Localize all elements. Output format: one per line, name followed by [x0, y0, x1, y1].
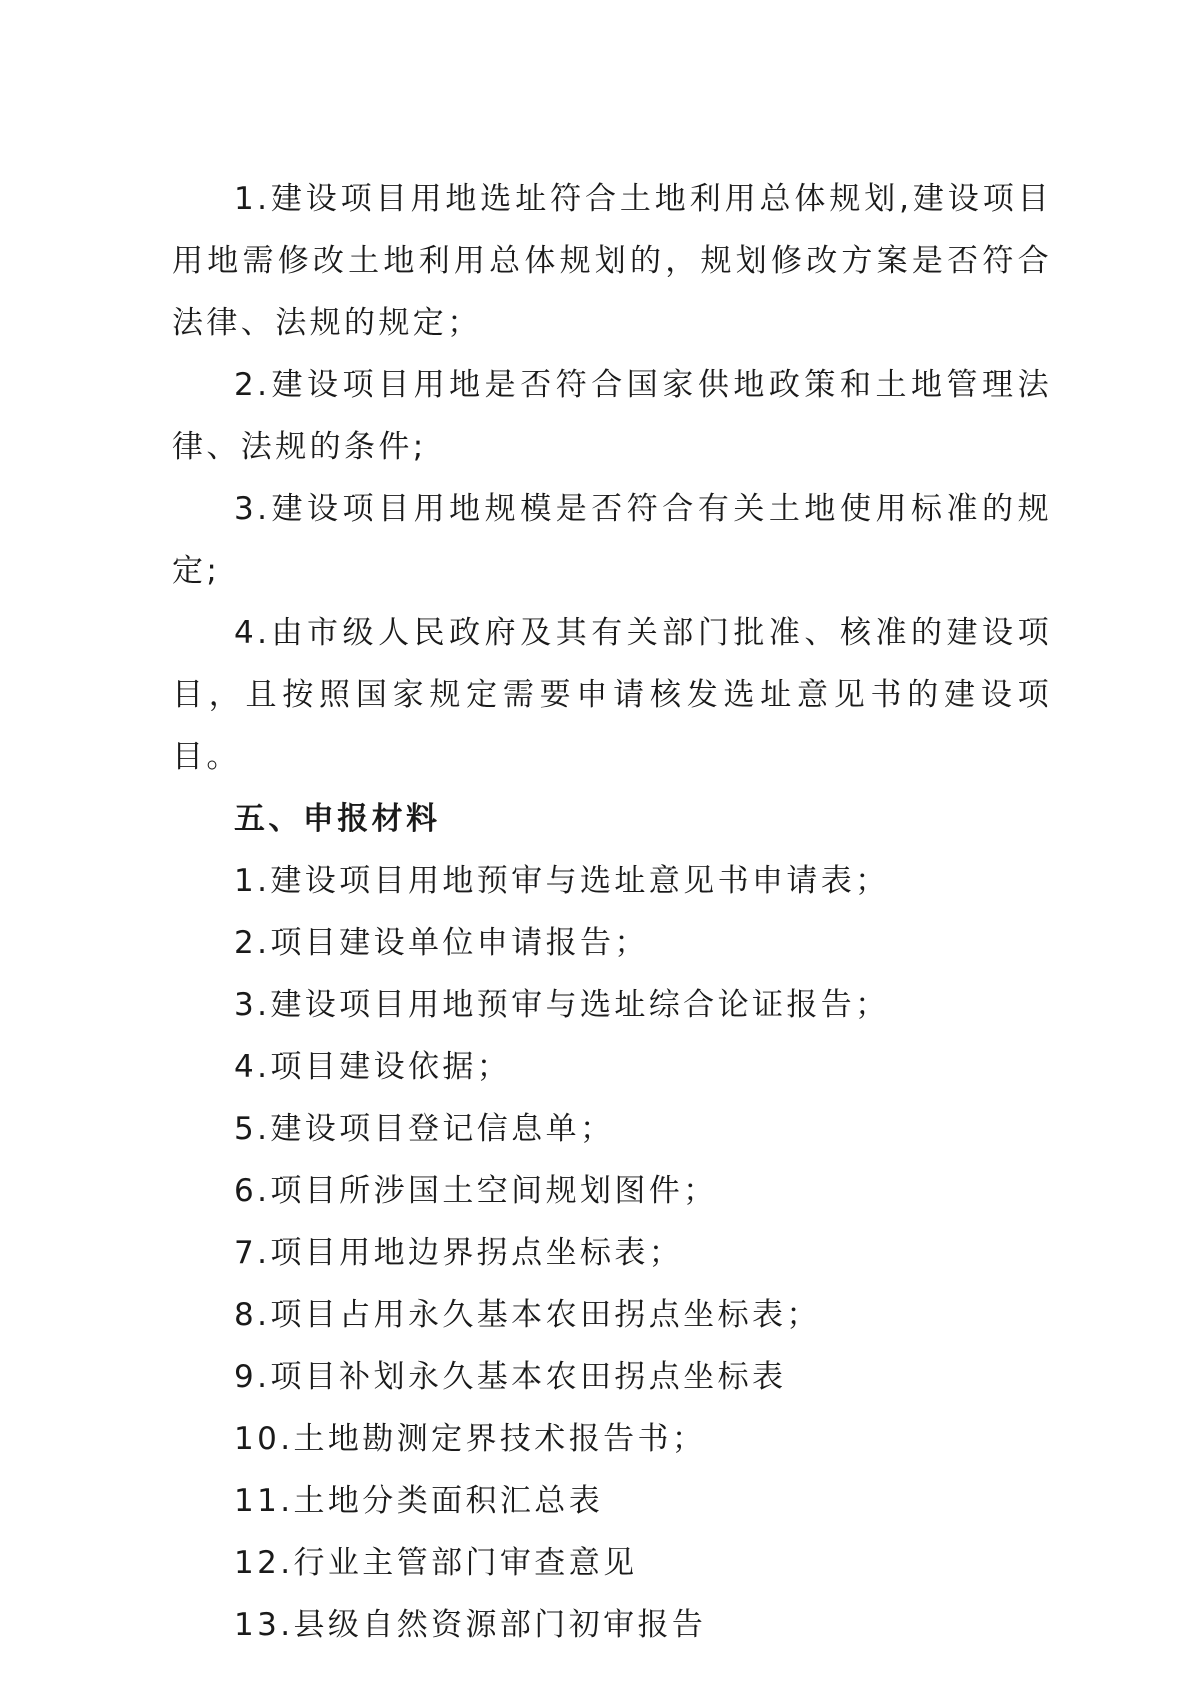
- condition-paragraph: 4.由市级人民政府及其有关部门批准、核准的建设项目，且按照国家规定需要申请核发选址意见书的建设项目。: [172, 615, 1052, 775]
- material-item: 1.建设项目用地预审与选址意见书申请表；: [234, 863, 890, 899]
- material-item: 13.县级自然资源部门初审报告: [234, 1607, 707, 1643]
- material-item: 12.行业主管部门审查意见: [234, 1545, 638, 1581]
- material-item: 8.项目占用永久基本农田拐点坐标表；: [234, 1297, 821, 1333]
- material-item: 5.建设项目登记信息单；: [234, 1111, 615, 1147]
- document-body: [172, 168, 1052, 1656]
- material-item: 3.建设项目用地预审与选址综合论证报告；: [234, 987, 890, 1023]
- material-item: 6.项目所涉国土空间规划图件；: [234, 1173, 718, 1209]
- material-item: 9.项目补划永久基本农田拐点坐标表: [234, 1359, 787, 1395]
- material-item: 2.项目建设单位申请报告；: [234, 925, 649, 961]
- section-heading: 五、申报材料: [234, 801, 441, 837]
- condition-paragraph: 3.建设项目用地规模是否符合有关土地使用标准的规定;: [172, 491, 1052, 589]
- condition-paragraph: 2.建设项目用地是否符合国家供地政策和土地管理法律、法规的条件;: [172, 367, 1052, 465]
- material-item: 7.项目用地边界拐点坐标表；: [234, 1235, 684, 1271]
- material-item: 11.土地分类面积汇总表: [234, 1483, 604, 1519]
- material-item: 4.项目建设依据；: [234, 1049, 512, 1085]
- material-item: 10.土地勘测定界技术报告书；: [234, 1421, 707, 1457]
- condition-paragraph: 1.建设项目用地选址符合土地利用总体规划,建设项目用地需修改土地利用总体规划的，规划修改方案是否符合法律、法规的规定；: [172, 181, 1052, 341]
